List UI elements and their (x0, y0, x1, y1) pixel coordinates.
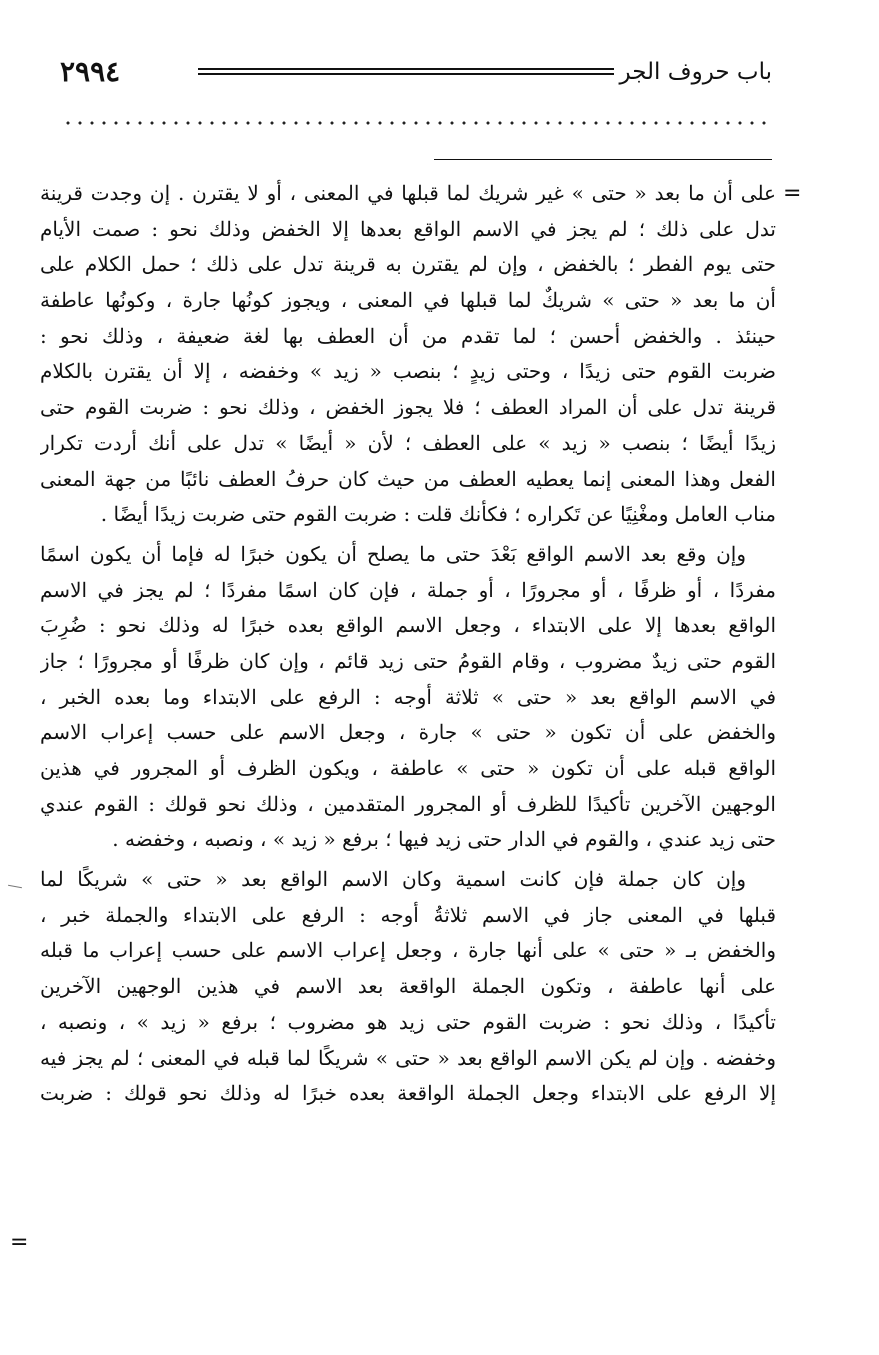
margin-tick (8, 885, 22, 888)
text-line: الوجهين الآخرين تأكيدًا للظرف أو المجرور المتقدمين ، وذلك نحو قولك : القوم عندي (40, 791, 776, 816)
paragraph (40, 176, 776, 533)
text-line: حتى يوم الفطر ؛ بالخفض ، وإن لم يقترن به قرينة تدل على ذلك ؛ حمل الكلام على (40, 252, 776, 277)
text-line: الفعل وهذا المعنى إنما يعطيه العطف من حيث كان حرفُ العطف نائبًا من جهة المعنى (40, 466, 776, 491)
text-line: إلا الرفع على الابتداء وجعل الجملة الواقعة بعده خبرًا له وذلك نحو قولك : ضربت (40, 1081, 776, 1106)
text-line: حتى زيد عندي ، والقوم في الدار حتى زيد فيها ؛ برفع « زيد » ، ونصبه ، وخفضه . (112, 827, 776, 852)
continuation-mark-end: = (10, 1230, 29, 1255)
text-line: وإن وقع بعد الاسم الواقع بَعْدَ حتى ما يصلح أن يكون خبرًا له فإما أن يكون اسمًا (40, 541, 746, 566)
header-rule (198, 73, 614, 75)
text-line: مفردًا ، أو ظرفًا ، أو مجرورًا ، أو جملة ، فإن كان اسمًا مفردًا ؛ لم يجز في الاسم (40, 577, 776, 602)
text-line: وإن كان جملة فإن كانت اسمية وكان الاسم الواقع بعد « حتى » شريكًا لما (40, 867, 746, 892)
footnote-body (40, 176, 776, 1112)
continuation-mark-start: = (783, 181, 802, 206)
text-line: الواقع قبله على أن تكون « حتى » عاطفة ، ويكون الظرف أو المجرور في هذين (40, 756, 776, 780)
header-rule (198, 68, 614, 70)
text-line: قبلها في المعنى جاز في الاسم ثلاثةُ أوجه : الرفع على الابتداء والجملة خبر ، (40, 902, 776, 927)
text-line: وخفضه . وإن لم يكن الاسم الواقع بعد « حتى » شريكًا لما قبله في المعنى ؛ لم يجز فيه (40, 1045, 776, 1070)
text-line: قرينة تدل على أن المراد العطف ؛ فلا يجوز الخفض ، وذلك نحو : ضربت القوم حتى (40, 395, 776, 420)
paragraph (40, 537, 776, 858)
text-line: والخفض بـ « حتى » على أنها جارة ، وجعل إعراب الاسم على حسب إعراب ما قبله (40, 938, 776, 963)
text-line: زيدًا أيضًا ؛ بنصب « زيد » على العطف ؛ لأن « أيضًا » تدل على أنك أردت تكرار (40, 430, 776, 455)
text-line: أن ما بعد « حتى » شريكٌ لما قبلها في المعنى ، ويجوز كونُها جارة ، وكونُها عاطفة (40, 288, 776, 313)
text-line: القوم حتى زيدٌ مضروب ، وقام القومُ حتى زيد قائم ، وإن كان ظرفًا أو مجرورًا ؛ جاز (40, 648, 776, 673)
paragraph (40, 862, 776, 1112)
text-line: على أن ما بعد « حتى » غير شريك لما قبلها في المعنى ، أو لا يقترن . إن وجدت قرينة (40, 181, 776, 205)
footnote-dotted-separator (62, 118, 774, 128)
text-line: مناب العامل ومغْنِيًا عن تَكراره ؛ فكأنك قلت : ضربت القوم حتى ضربت زيدًا أيضًا . (100, 502, 776, 527)
text-line: الواقع بعدها إلا على الابتداء ، وجعل الاسم الواقع بعده خبرًا له وذلك نحو : ضُرِبَ (40, 613, 776, 638)
page-number: ٢٩٩٤ (60, 55, 121, 88)
running-title: باب حروف الجر (619, 59, 772, 85)
text-line: على أنها عاطفة ، وتكون الجملة الواقعة بعد الاسم في هذين الوجهين الآخرين (40, 974, 776, 999)
footnote-rule (434, 159, 772, 160)
page-header (60, 52, 772, 92)
text-line: تأكيدًا ، وذلك نحو : ضربت القوم حتى زيد هو مضروب ؛ برفع « زيد » ، ونصبه ، (40, 1009, 776, 1034)
text-line: حينئذ . والخفض أحسن ؛ لما تقدم من أن العطف بها لغة ضعيفة ، وذلك نحو : (40, 323, 776, 348)
text-line: ضربت القوم حتى زيدًا ، وحتى زيدٍ ؛ بنصب « زيد » وخفضه ، إلا أن يقترن بالكلام (40, 359, 776, 384)
text-line: تدل على ذلك ؛ لم يجز في الاسم الواقع بعدها إلا الخفض وذلك نحو : صمت الأيام (40, 216, 776, 241)
text-line: في الاسم الواقع بعد « حتى » ثلاثة أوجه : الرفع على الابتداء وما بعده الخبر ، (40, 684, 776, 709)
text-line: والخفض على أن تكون « حتى » جارة ، وجعل الاسم على حسب إعراب الاسم (40, 720, 776, 745)
